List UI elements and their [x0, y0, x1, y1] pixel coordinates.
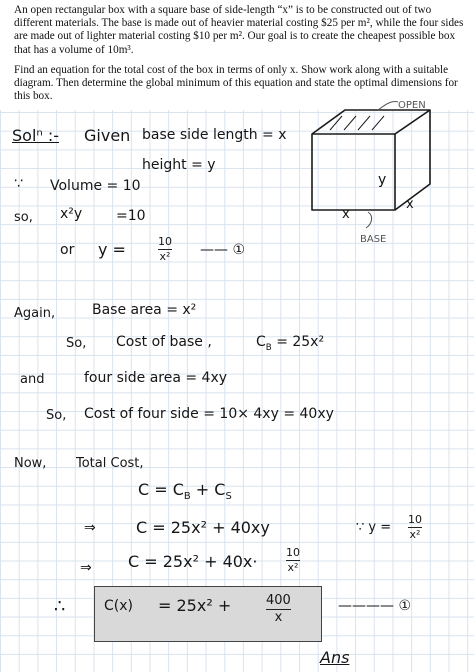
because-symbol: ∵	[14, 176, 23, 192]
four-side-area-text: four side area = 4xy	[84, 370, 228, 386]
base-label: BASE	[360, 234, 387, 245]
therefore-symbol: ∴	[54, 596, 66, 617]
width-label: x	[342, 207, 350, 222]
cb-sub-2: B	[183, 491, 191, 503]
or-label: or	[60, 242, 75, 258]
cb-subscript: B	[265, 342, 272, 353]
final-num: 400	[266, 593, 291, 608]
box-diagram	[300, 100, 470, 250]
answer-label: Ans	[320, 648, 350, 667]
total-cost-sum	[138, 480, 232, 502]
cost-equation-2: C = 25x² + 40x·	[128, 552, 258, 571]
cs-sub: S	[225, 491, 232, 503]
cost-of-base-text: Cost of base ,	[116, 334, 212, 350]
again-label: Again,	[14, 306, 56, 321]
cb-symbol: C	[256, 334, 266, 350]
box-side-edges	[395, 110, 430, 210]
cx-label: C(x)	[104, 598, 133, 614]
final-den: x	[274, 610, 283, 625]
so-label-2: So,	[66, 336, 87, 351]
x2y-text: x²y	[60, 206, 83, 222]
total-cost-label: Total Cost,	[76, 456, 144, 471]
volume-text: Volume = 10	[50, 178, 141, 194]
fraction-400-over-x	[266, 594, 291, 625]
fraction-10-over-x2	[158, 236, 172, 263]
cb-value: = 25x²	[276, 334, 325, 350]
sub-num: 10	[286, 546, 300, 559]
cx-equation: = 25x² +	[158, 596, 232, 615]
base-side-text: base side length = x	[142, 127, 287, 143]
open-top-hatching	[330, 116, 384, 130]
cost-base-equation	[256, 334, 324, 353]
equals-ten: =10	[116, 208, 146, 224]
equation-ref-2: ———— ①	[338, 598, 412, 614]
problem-statement	[0, 0, 474, 110]
depth-label: x	[406, 197, 414, 212]
open-label: OPEN	[398, 100, 426, 111]
so-label-3: So,	[46, 408, 67, 423]
open-arrow	[378, 101, 398, 110]
height-text: height = y	[142, 157, 216, 173]
now-label: Now,	[14, 456, 47, 471]
base-area-text: Base area = x²	[92, 302, 197, 318]
implies-1: ⇒	[84, 520, 96, 536]
sub-den: x²	[287, 561, 299, 574]
base-arrow	[366, 212, 372, 228]
solution-label: Solⁿ :-	[12, 126, 60, 145]
c-equals-cb: C = C	[138, 480, 184, 499]
and-label: and	[20, 372, 45, 387]
problem-paragraph-1: An open rectangular box with a square base of side-length “x” is to be constructed out of two different materials. The base is made out of heavier material costing $25 per m², while the four sides are made out of lighter material costing $10 per m². Our goal is to create the cheapest possible box that has a volume of 10m³.	[14, 4, 464, 56]
height-label: y	[378, 172, 387, 188]
since-num: 10	[408, 513, 422, 526]
cost-equation-1: C = 25x² + 40xy	[136, 518, 270, 537]
fraction-num: 10	[158, 235, 172, 248]
since-den: x²	[409, 528, 421, 541]
fraction-den: x²	[159, 250, 171, 263]
given-text: Given	[84, 126, 131, 145]
equation-ref-1: —— ①	[200, 242, 246, 258]
box-top-edges	[312, 110, 430, 134]
implies-2: ⇒	[80, 560, 92, 576]
so-label-1: so,	[14, 210, 33, 225]
y-equals: y =	[98, 240, 126, 259]
plus-cs: + C	[190, 480, 226, 499]
problem-paragraph-2: Find an equation for the total cost of the box in terms of only x. Show work along with a suitable diagram. Then determine the global minimum of this equation and state the optimal dimensions for this box.	[14, 63, 458, 103]
fraction-substituted	[286, 547, 300, 574]
fraction-since	[408, 514, 422, 541]
cost-four-side-text: Cost of four side = 10× 4xy = 40xy	[84, 406, 334, 422]
since-y-equals: ∵ y =	[356, 520, 392, 535]
